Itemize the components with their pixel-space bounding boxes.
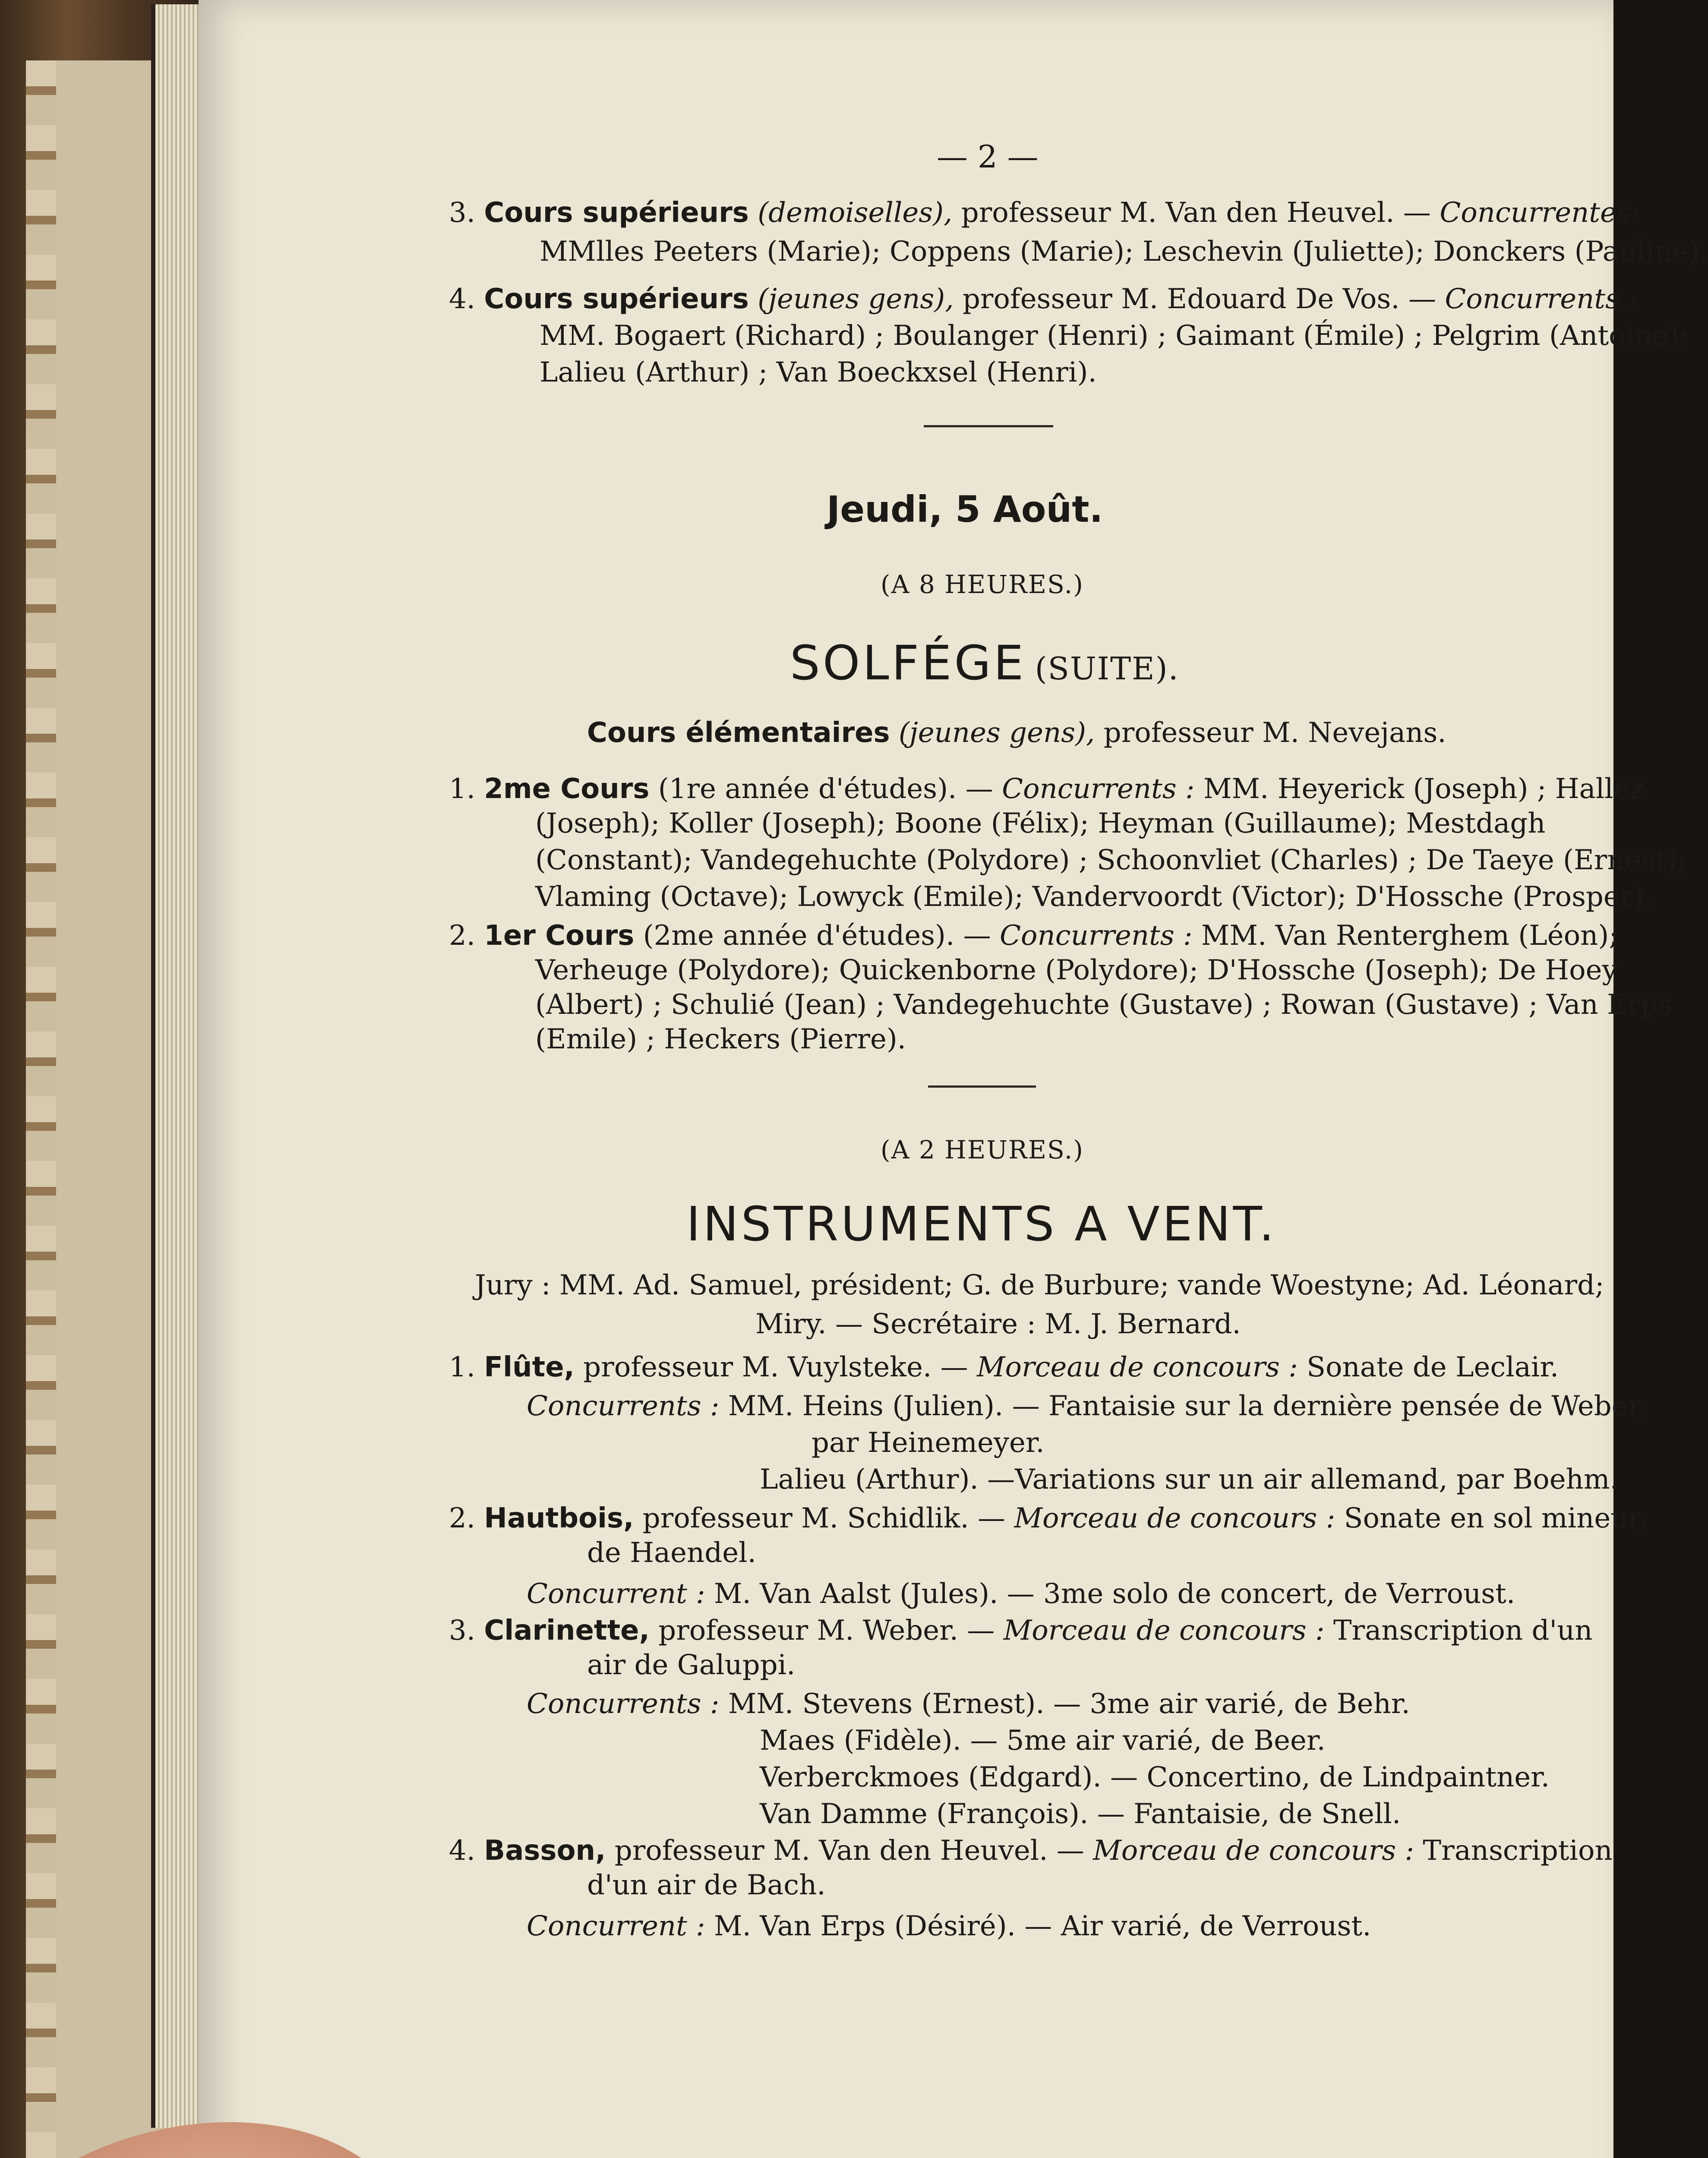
w4-c1-line (527, 1910, 1371, 1943)
item4-prof: professeur M. Edouard De Vos. — (962, 283, 1436, 315)
w4-line2: d'un air de Bach. (587, 1869, 826, 1901)
w1-num: 1. (449, 1351, 476, 1383)
w2-morceau: Morceau de concours : (1014, 1502, 1335, 1534)
w1-c1: MM. Heins (Julien). — Fantaisie sur la dernière pensée de Weber, (728, 1390, 1647, 1422)
w3-head: Clarinette, (484, 1615, 650, 1647)
s2-num: 2. (449, 920, 476, 952)
w2-line2: de Haendel. (587, 1537, 756, 1569)
section1-name: SOLFÉGE (790, 635, 1026, 691)
w4-c1: M. Van Erps (Désiré). — Air varié, de Verroust. (714, 1910, 1371, 1942)
w1-c1-line (527, 1390, 1647, 1423)
item4-head: Cours supérieurs (484, 283, 749, 315)
w4-morceau: Morceau de concours : (1093, 1835, 1414, 1867)
w3-morceau: Morceau de concours : (1003, 1615, 1325, 1647)
jury-line2: Miry. — Secrétaire : M. J. Bernard. (755, 1308, 1241, 1340)
divider-1 (924, 425, 1053, 427)
item3-head: Cours supérieurs (484, 197, 749, 229)
s2-line3: (Albert) ; Schulié (Jean) ; Vandegehuchte (Gustave) ; Rowan (Gustave) ; Van Erps (535, 989, 1673, 1021)
item4-line1 (449, 283, 1638, 316)
s1-conc-label: Concurrents : (1002, 773, 1195, 805)
s1-head: 2me Cours (484, 773, 650, 805)
w1-conc-label: Concurrents : (527, 1390, 720, 1422)
item3-line2: MMlles Peeters (Marie); Coppens (Marie); Leschevin (Juliette); Donckers (Pauline). (540, 236, 1708, 268)
subhead (587, 716, 1446, 750)
s1-line1-end: MM. Heyerick (Joseph) ; Hallez (1203, 773, 1645, 805)
s2-line2: Verheuge (Polydore); Quickenborne (Polydore); D'Hossche (Joseph); De Hoey (535, 954, 1618, 986)
jury-line1: Jury : MM. Ad. Samuel, président; G. de Burbure; vande Woestyne; Ad. Léonard; (475, 1269, 1604, 1301)
w3-prof: professeur M. Weber. — (658, 1615, 995, 1647)
w2-head: Hautbois, (484, 1502, 634, 1534)
s1-num: 1. (449, 773, 476, 805)
day-title: Jeudi, 5 Août. (827, 488, 1103, 530)
time-1: (A 8 HEURES.) (881, 570, 1084, 599)
w4-head: Basson, (484, 1835, 606, 1867)
item4-line2: MM. Bogaert (Richard) ; Boulanger (Henri) ; Gaimant (Émile) ; Pelgrim (Antoine); (540, 320, 1689, 352)
section1-suffix: (SUITE). (1035, 650, 1179, 687)
item3-line1 (449, 196, 1640, 230)
s1-line2: (Joseph); Koller (Joseph); Boone (Félix); Heyman (Guillaume); Mestdagh (535, 808, 1546, 839)
s2-conc-label: Concurrents : (1000, 920, 1193, 952)
s2-line4: (Emile) ; Heckers (Pierre). (535, 1023, 906, 1055)
w4-prof: professeur M. Van den Heuvel. — (614, 1835, 1084, 1867)
item4-conc-label: Concurrents : (1445, 283, 1638, 315)
subhead-qual: (jeunes gens), (898, 717, 1095, 749)
w1-c1b: par Heinemeyer. (811, 1427, 1045, 1459)
item3-prof: professeur M. Van den Heuvel. — (961, 197, 1431, 229)
w3-c1: MM. Stevens (Ernest). — 3me air varié, de Behr. (728, 1688, 1410, 1720)
w1-head: Flûte, (484, 1351, 575, 1383)
w3-conc-label: Concurrents : (527, 1688, 720, 1720)
item3-num: 3. (449, 197, 476, 229)
w4-conc-label: Concurrent : (527, 1910, 705, 1942)
w1-line1 (449, 1351, 1559, 1384)
item4-line3: Lalieu (Arthur) ; Van Boeckxsel (Henri). (540, 357, 1097, 388)
s1-line1 (449, 773, 1644, 806)
w2-line1 (449, 1502, 1647, 1535)
w1-morceau: Morceau de concours : (976, 1351, 1298, 1383)
s2-rest: (2me année d'études). — (643, 920, 991, 952)
item4-qual: (jeunes gens), (758, 283, 954, 315)
time-2: (A 2 HEURES.) (881, 1135, 1084, 1164)
s2-head: 1er Cours (484, 920, 635, 952)
w1-prof: professeur M. Vuylsteke. — (583, 1351, 968, 1383)
item3-qual: (demoiselles), (758, 197, 953, 229)
w2-piece: Sonate en sol mineur, (1344, 1502, 1648, 1534)
w2-c1: M. Van Aalst (Jules). — 3me solo de concert, de Verroust. (714, 1578, 1515, 1610)
w3-piece: Transcription d'un (1333, 1615, 1593, 1647)
w3-line1 (449, 1614, 1593, 1647)
s1-line3: (Constant); Vandegehuchte (Polydore) ; Schoonvliet (Charles) ; De Taeye (Ernest); (535, 844, 1687, 876)
w3-num: 3. (449, 1615, 476, 1647)
w3-c4: Van Damme (François). — Fantaisie, de Snell. (760, 1798, 1401, 1830)
subhead-prof: professeur M. Nevejans. (1103, 717, 1446, 749)
w3-c2: Maes (Fidèle). — 5me air varié, de Beer. (760, 1725, 1326, 1757)
w3-c1-line (527, 1688, 1410, 1721)
s2-line1-end: MM. Van Renterghem (Léon); (1201, 920, 1618, 952)
w3-line2: air de Galuppi. (587, 1649, 796, 1681)
section1-title (790, 634, 1179, 691)
w4-piece: Transcription (1423, 1835, 1613, 1867)
section2-title: INSTRUMENTS A VENT. (686, 1196, 1277, 1252)
w2-c1-line (527, 1577, 1515, 1611)
subhead-head: Cours élémentaires (587, 717, 890, 749)
w2-prof: professeur M. Schidlik. — (642, 1502, 1006, 1534)
w4-num: 4. (449, 1835, 476, 1867)
w3-c3: Verberckmoes (Edgard). — Concertino, de Lindpaintner. (760, 1761, 1550, 1793)
book-page (199, 0, 1708, 2158)
item4-num: 4. (449, 283, 476, 315)
torn-edge (26, 60, 56, 2158)
w1-c2: Lalieu (Arthur). —Variations sur un air allemand, par Boehm. (760, 1464, 1619, 1495)
w4-line1 (449, 1834, 1613, 1868)
s1-rest: (1re année d'études). — (658, 773, 993, 805)
w2-conc-label: Concurrent : (527, 1578, 705, 1610)
page-number: — 2 — (937, 139, 1039, 175)
s1-line4: Vlaming (Octave); Lowyck (Emile); Vandervoordt (Victor); D'Hossche (Prosper). (535, 881, 1653, 913)
w2-num: 2. (449, 1502, 476, 1534)
item3-conc-label: Concurrentes: (1440, 197, 1640, 229)
divider-2 (928, 1085, 1036, 1088)
s2-line1 (449, 919, 1618, 953)
w1-piece: Sonate de Leclair. (1307, 1351, 1559, 1383)
